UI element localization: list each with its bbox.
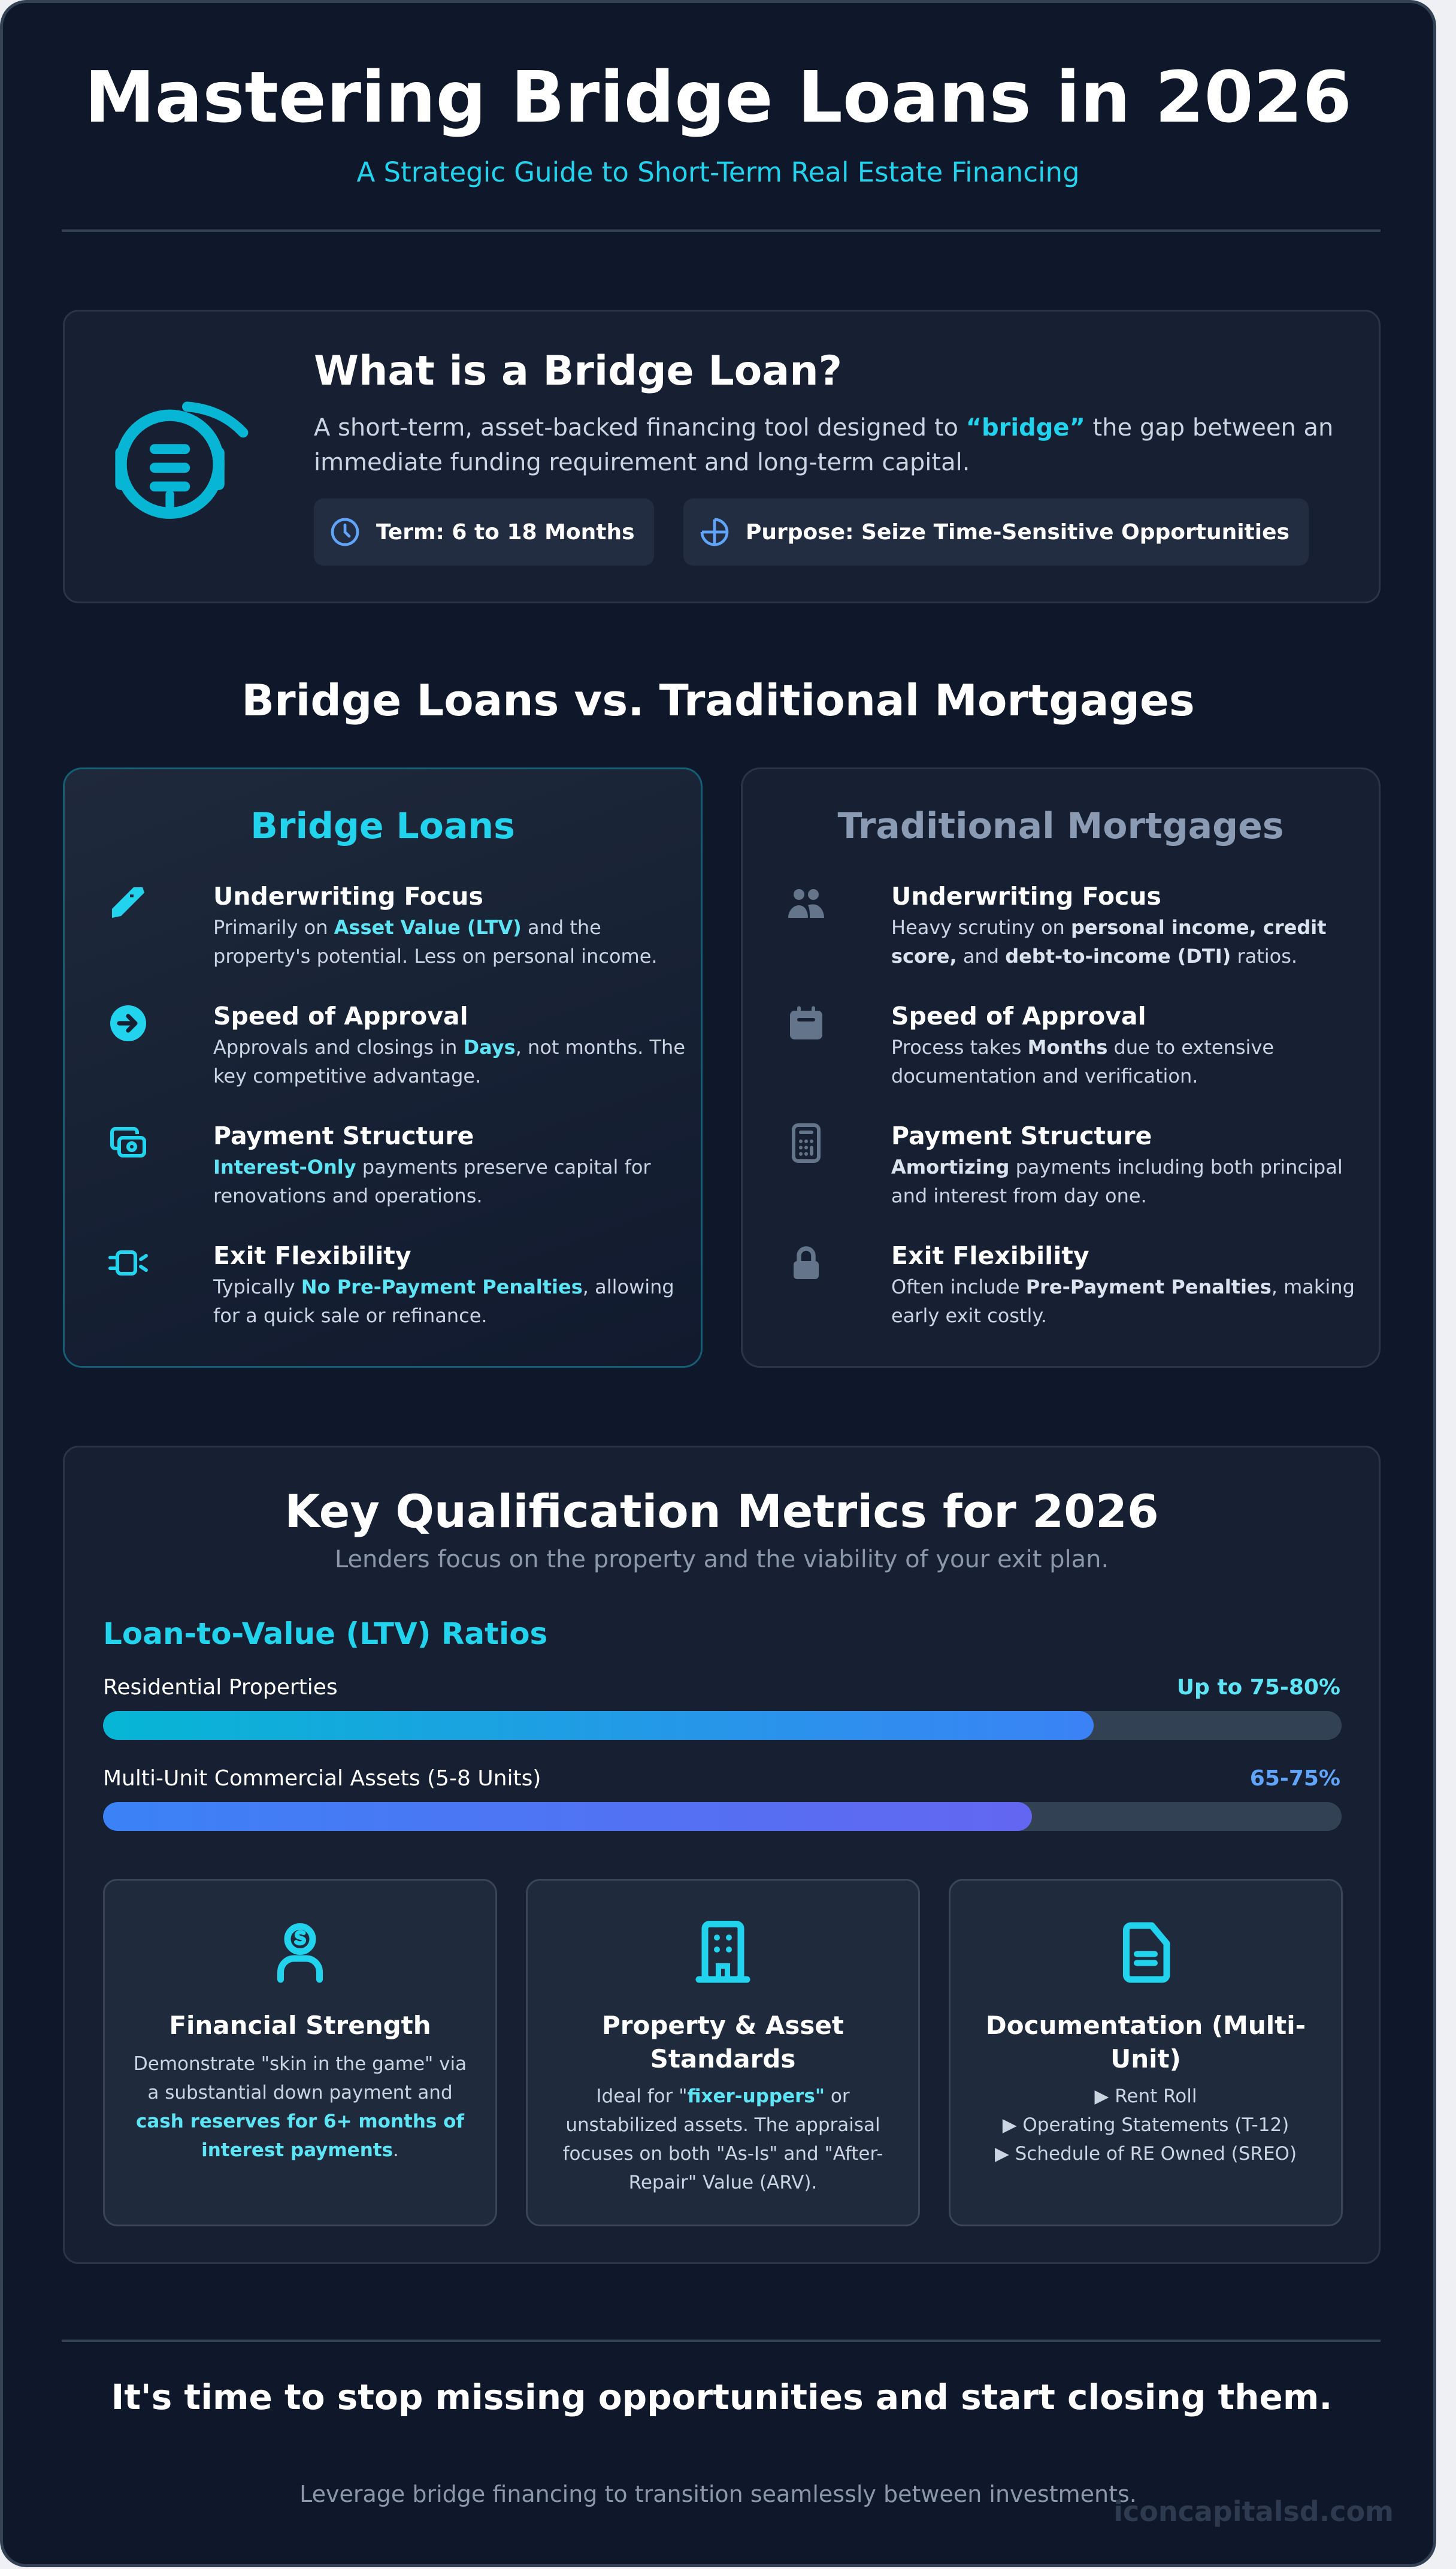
users-icon	[785, 882, 828, 925]
clock-icon	[328, 515, 362, 549]
documentation-card: Documentation (Multi-Unit) ▶ Rent Roll ▶ Operating Statements (T-12) ▶ Schedule of RE Owned (SREO)	[949, 1879, 1343, 2226]
financial-strength-card: Financial Strength Demonstrate "skin in the game" via a substantial down payment and cash reserves for 6+ months of interest payments.	[103, 1879, 497, 2226]
bridge-badge-icon	[107, 389, 250, 533]
doc-item: ▶ Rent Roll	[1094, 2086, 1197, 2107]
doc-item: ▶ Operating Statements (T-12)	[1002, 2114, 1289, 2136]
person-dollar-icon	[264, 1917, 336, 1988]
ltv-bar-fill-multiunit	[103, 1802, 1032, 1831]
footer-divider	[62, 2340, 1381, 2342]
doc-item: ▶ Schedule of RE Owned (SREO)	[994, 2143, 1297, 2165]
bridge-highlight: “bridge”	[965, 414, 1085, 442]
bridge-loans-heading: Bridge Loans	[250, 805, 515, 847]
metrics-subtitle: Lenders focus on the property and the viability of your exit plan.	[334, 1546, 1109, 1573]
bridge-loans-card: Bridge Loans Underwriting Focus Primarily on Asset Value (LTV) and the property's potential. Less on personal income. Speed of Approval Approvals and closings in Days, not months. The key competitive advantage. Payment Structure Interest-Only payments preserve capital for renovations and operations. Exit Flexibility Typically No Pre-Payment Penalties, allowing for a quick sale or refinance.	[63, 767, 703, 1368]
ltv-bar-value-multiunit: 65-75%	[1249, 1766, 1340, 1791]
qualification-metrics-card	[63, 1446, 1381, 2264]
what-is-bridge-loan-card	[63, 310, 1381, 603]
ltv-bar-value-residential: Up to 75-80%	[1176, 1675, 1340, 1700]
cta-subtext: Leverage bridge financing to transition seamlessly between investments.	[299, 2481, 1137, 2507]
ltv-bar-fill-residential	[103, 1711, 1094, 1740]
calculator-icon	[785, 1122, 828, 1165]
exit-icon	[107, 1241, 150, 1284]
term-pill	[314, 498, 654, 566]
ltv-heading: Loan-to-Value (LTV) Ratios	[103, 1616, 548, 1651]
cta-heading: It's time to stop missing opportunities and start closing them.	[111, 2377, 1333, 2417]
traditional-mortgages-heading: Traditional Mortgages	[837, 805, 1284, 847]
calendar-icon	[785, 1002, 828, 1045]
ltv-bar-residential	[103, 1711, 1342, 1740]
page-title: Mastering Bridge Loans in 2026	[84, 56, 1352, 138]
arrow-circle-icon	[107, 1002, 150, 1045]
pie-chart-icon	[698, 515, 731, 549]
ltv-bar-label-multiunit: Multi-Unit Commercial Assets (5-8 Units)	[103, 1766, 541, 1791]
ltv-bar-multiunit	[103, 1802, 1342, 1831]
intro-heading: What is a Bridge Loan?	[314, 347, 843, 395]
purpose-label: Purpose: Seize Time-Sensitive Opportunities	[746, 519, 1289, 545]
traditional-mortgages-card: Traditional Mortgages Underwriting Focus Heavy scrutiny on personal income, credit score, and debt-to-income (DTI) ratios. Speed of Approval Process takes Months due to extensive documentation and verification. Payment Structure Amortizing payments including both principal and interest from day one. Exit Flexibility Often include Pre-Payment Penalties, making early exit costly.	[741, 767, 1381, 1368]
header-divider	[62, 229, 1381, 232]
website-watermark: iconcapitalsd.com	[1113, 2495, 1394, 2528]
term-label: Term: 6 to 18 Months	[376, 519, 635, 545]
purpose-pill	[683, 498, 1309, 566]
cash-icon	[107, 1122, 150, 1165]
building-icon	[687, 1917, 759, 1988]
page-subtitle: A Strategic Guide to Short-Term Real Estate Financing	[356, 156, 1080, 188]
pencil-icon	[107, 882, 150, 925]
comparison-title: Bridge Loans vs. Traditional Mortgages	[241, 675, 1195, 726]
intro-description: A short-term, asset-backed financing tool designed to “bridge” the gap between an immediate funding requirement and long-term capital.	[314, 414, 1334, 476]
ltv-bar-label-residential: Residential Properties	[103, 1675, 338, 1700]
property-asset-standards-card: Property & Asset Standards Ideal for "fixer-uppers" or unstabilized assets. The appraisal focuses on both "As-Is" and "After-Repair" Value (ARV).	[526, 1879, 920, 2226]
metrics-title: Key Qualification Metrics for 2026	[284, 1485, 1159, 1538]
lock-icon	[785, 1241, 828, 1284]
document-icon	[1110, 1917, 1182, 1988]
documentation-list	[974, 2082, 1317, 2168]
